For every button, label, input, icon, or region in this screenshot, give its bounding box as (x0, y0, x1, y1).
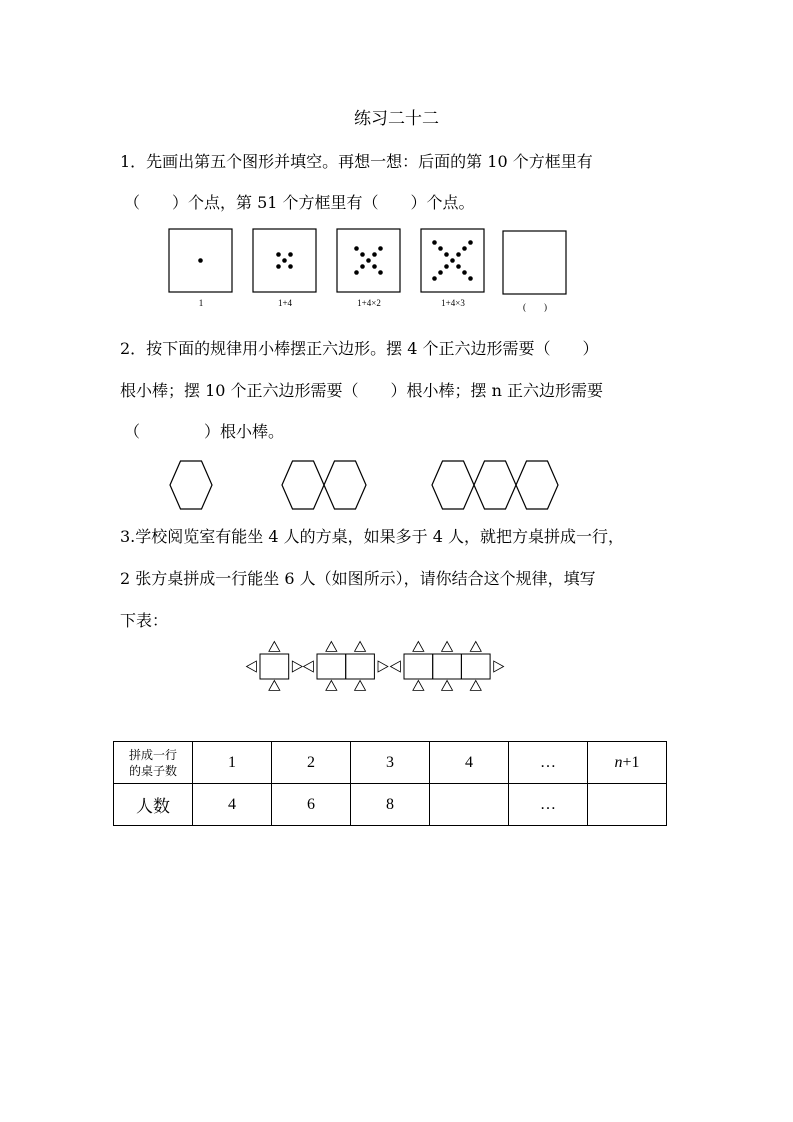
seat-top (355, 642, 366, 652)
table-var-rest: +1 (622, 753, 640, 771)
q1-line2: （ ）个点，第 51 个方框里有（ ）个点。 (124, 193, 475, 212)
table-header-tables-b: 的桌子数 (128, 763, 177, 778)
q1-label-2: 1+4 (277, 298, 293, 308)
seat-bottom (442, 681, 453, 691)
table-square (433, 654, 462, 679)
seat-left (247, 661, 257, 672)
table-cell-last (588, 742, 667, 784)
q2-line3: （ ）根小棒。 (124, 422, 285, 441)
table-cell: 4 (430, 742, 509, 784)
q3-line1: 3.学校阅览室有能坐 4 人的方桌，如果多于 4 人，就把方桌拼成一行， (120, 527, 624, 546)
table-cell[interactable]: 6 (272, 784, 351, 826)
q1-label-3: 1+4×2 (357, 298, 381, 308)
table-square (317, 654, 346, 679)
seat-bottom (470, 681, 481, 691)
table-square (461, 654, 490, 679)
q2-line2: 根小棒；摆 10 个正六边形需要（ ）根小棒；摆 n 正六边形需要 (120, 381, 604, 400)
table-header-tables-a: 拼成一行 (128, 747, 177, 762)
table-row (114, 784, 667, 826)
table-square (404, 654, 433, 679)
seat-top (326, 642, 337, 652)
table-cell[interactable] (430, 784, 509, 826)
table-var-n: n (614, 753, 623, 771)
seat-left (304, 661, 314, 672)
seat-top (269, 642, 280, 652)
q3-line3: 下表： (120, 611, 169, 630)
seat-left (391, 661, 401, 672)
q3-line2: 2 张方桌拼成一行能坐 6 人（如图所示），请你结合这个规律，填写 (120, 569, 596, 588)
q1-line1: 1．先画出第五个图形并填空。再想一想：后面的第 10 个方框里有 (120, 152, 593, 171)
seat-top (413, 642, 424, 652)
table-header-tables (114, 742, 193, 784)
seat-top (442, 642, 453, 652)
table-square (346, 654, 375, 679)
q3-tables (247, 642, 504, 691)
answer-table (113, 741, 667, 826)
q1-label-4: 1+4×3 (441, 298, 465, 308)
table-cell: 1 (193, 742, 272, 784)
seat-bottom (326, 681, 337, 691)
seat-right (292, 661, 302, 672)
table-header-people: 人数 (114, 784, 193, 826)
q2-line1: 2．按下面的规律用小棒摆正六边形。摆 4 个正六边形需要（ ） (120, 339, 599, 358)
table-cell: 3 (351, 742, 430, 784)
table-cell: 2 (272, 742, 351, 784)
table-cell[interactable] (588, 784, 667, 826)
table-cell[interactable]: 4 (193, 784, 272, 826)
table-cell: … (509, 742, 588, 784)
seat-bottom (355, 681, 366, 691)
table-square (260, 654, 289, 679)
seat-right (494, 661, 504, 672)
q1-label-1: 1 (198, 298, 204, 308)
page-title: 练习二十二 (354, 109, 439, 129)
seat-bottom (413, 681, 424, 691)
q1-label-5: ( ) (523, 302, 547, 312)
seat-right (378, 661, 388, 672)
table-cell[interactable]: … (509, 784, 588, 826)
table-row (114, 742, 667, 784)
seat-top (470, 642, 481, 652)
seat-bottom (269, 681, 280, 691)
table-cell[interactable]: 8 (351, 784, 430, 826)
